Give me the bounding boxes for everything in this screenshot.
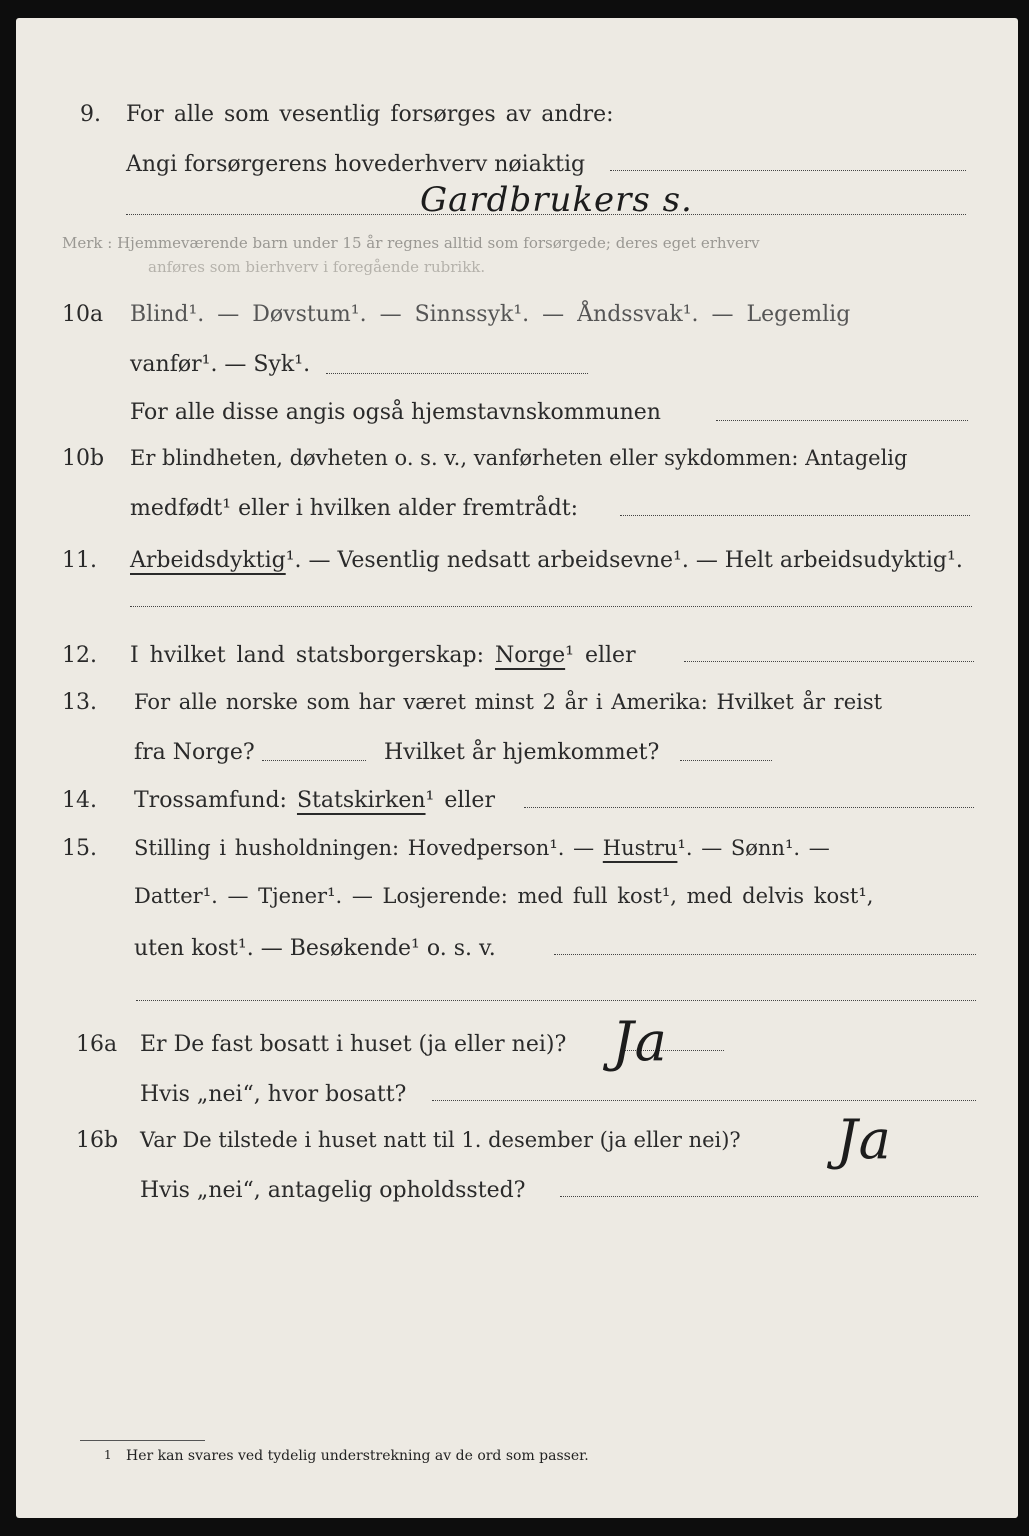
q15-underlined-answer: Hustru bbox=[602, 836, 678, 860]
q10a-line3 bbox=[0, 400, 1029, 436]
q16a-text-1: Er De fast bosatt i huset (ja eller nei)? bbox=[140, 1032, 567, 1057]
q14-line bbox=[0, 788, 1029, 824]
q9-note-line2 bbox=[0, 258, 1029, 280]
q10b-dotline bbox=[620, 515, 970, 516]
q10b-text-2: medfødt¹ eller i hvilken alder fremtrådt: bbox=[130, 496, 579, 521]
q14-underlined-answer: Statskirken bbox=[296, 788, 426, 813]
q13-number: 13. bbox=[62, 690, 97, 715]
q15-dotline bbox=[554, 954, 976, 955]
q16b-number: 16b bbox=[76, 1128, 119, 1153]
q11-dotline bbox=[130, 606, 972, 607]
q14-text bbox=[134, 788, 495, 813]
q14-number: 14. bbox=[62, 788, 97, 813]
footnote bbox=[104, 1448, 589, 1464]
q12-after: ¹ eller bbox=[565, 643, 636, 668]
q14-after: ¹ eller bbox=[425, 788, 495, 813]
q11-text bbox=[130, 548, 963, 573]
q12-number: 12. bbox=[62, 643, 97, 668]
q9-line1 bbox=[0, 102, 1029, 138]
q13-text-1: For alle norske som har været minst 2 år i Amerika: Hvilket år reist bbox=[134, 690, 883, 714]
q15-number: 15. bbox=[62, 836, 97, 861]
q10a-number: 10a bbox=[62, 302, 104, 327]
q10a-text-2: vanfør¹. — Syk¹. bbox=[130, 352, 311, 377]
q16a-bosatt-dotline bbox=[432, 1100, 976, 1101]
q15-rule bbox=[136, 1000, 976, 1001]
q9-note-line1 bbox=[0, 234, 1029, 256]
q14-before: Trossamfund: bbox=[134, 788, 287, 813]
q16a-text-2: Hvis „nei“, hvor bosatt? bbox=[140, 1082, 407, 1107]
q15-after: ¹. — Sønn¹. — bbox=[677, 836, 830, 860]
q16b-dotline bbox=[560, 1196, 978, 1197]
q10a-syk-dotline bbox=[326, 373, 588, 374]
q11-rest: ¹. — Vesentlig nedsatt arbeidsevne¹. — Helt arbeidsudyktig¹. bbox=[285, 548, 963, 573]
q16b-handwritten-answer: Ja bbox=[836, 1108, 892, 1171]
footnote-text: Her kan svares ved tydelig understrekning av de ord som passer. bbox=[126, 1448, 589, 1464]
q15-text-3: uten kost¹. — Besøkende¹ o. s. v. bbox=[134, 936, 496, 961]
q11-line bbox=[0, 548, 1029, 584]
q9-text-2: Angi forsørgerens hovederhverv nøiaktig bbox=[126, 152, 586, 177]
q12-before: I hvilket land statsborgerskap: bbox=[130, 643, 485, 668]
q10a-kommune-dotline bbox=[716, 420, 968, 421]
q16a-number: 16a bbox=[76, 1032, 118, 1057]
q13-line1 bbox=[0, 690, 1029, 726]
q16b-text-2: Hvis „nei“, antagelig opholdssted? bbox=[140, 1178, 526, 1203]
q13-reist-dotline bbox=[262, 760, 366, 761]
q10a-line1 bbox=[0, 302, 1029, 338]
q14-dotline bbox=[524, 807, 974, 808]
q10b-text-1: Er blindheten, døvheten o. s. v., vanførheten eller sykdommen: Antagelig bbox=[130, 446, 908, 470]
q15-text-2: Datter¹. — Tjener¹. — Losjerende: med full kost¹, med delvis kost¹, bbox=[134, 884, 874, 908]
q15-before: Stilling i husholdningen: Hovedperson¹. — bbox=[134, 836, 595, 860]
q10a-text-3: For alle disse angis også hjemstavnskommunen bbox=[130, 400, 661, 425]
q13-text-2b: Hvilket år hjemkommet? bbox=[384, 740, 660, 765]
q12-dotline bbox=[684, 661, 974, 662]
q13-hjem-dotline bbox=[680, 760, 772, 761]
q10b-line2 bbox=[0, 496, 1029, 532]
q13-text-2a: fra Norge? bbox=[134, 740, 255, 765]
q16b-text-1: Var De tilstede i huset natt til 1. desember (ja eller nei)? bbox=[140, 1128, 741, 1152]
q11-number: 11. bbox=[62, 548, 97, 573]
q10b-number: 10b bbox=[62, 446, 105, 471]
q9-answer-dotline bbox=[610, 170, 966, 171]
q15-line2 bbox=[0, 884, 1029, 920]
q11-underlined-answer: Arbeidsdyktig bbox=[130, 548, 286, 573]
q12-underlined-answer: Norge bbox=[495, 643, 566, 668]
q9-handwritten-answer: Gardbrukers s. bbox=[420, 180, 693, 220]
q12-text bbox=[130, 643, 636, 668]
q15-text-1 bbox=[134, 836, 830, 860]
q10a-text-1: Blind¹. — Døvstum¹. — Sinnssyk¹. — Åndssvak¹. — Legemlig bbox=[130, 302, 851, 327]
footnote-mark: 1 bbox=[104, 1448, 112, 1462]
footnote-rule bbox=[80, 1440, 205, 1441]
q16a-line1 bbox=[0, 1032, 1029, 1068]
q16a-handwritten-answer: Ja bbox=[612, 1010, 668, 1073]
q15-line1 bbox=[0, 836, 1029, 872]
q9-answer-rule bbox=[126, 214, 966, 215]
q9-note-text-2: anføres som bierhverv i foregående rubrikk. bbox=[148, 258, 486, 276]
q9-number: 9. bbox=[80, 102, 101, 127]
q10a-line2 bbox=[0, 352, 1029, 388]
q9-note-text-1: Merk : Hjemmeværende barn under 15 år regnes alltid som forsørgede; deres eget erhverv bbox=[62, 234, 760, 252]
q9-text-1: For alle som vesentlig forsørges av andre: bbox=[126, 102, 614, 127]
q13-line2 bbox=[0, 740, 1029, 776]
q10b-line1 bbox=[0, 446, 1029, 482]
